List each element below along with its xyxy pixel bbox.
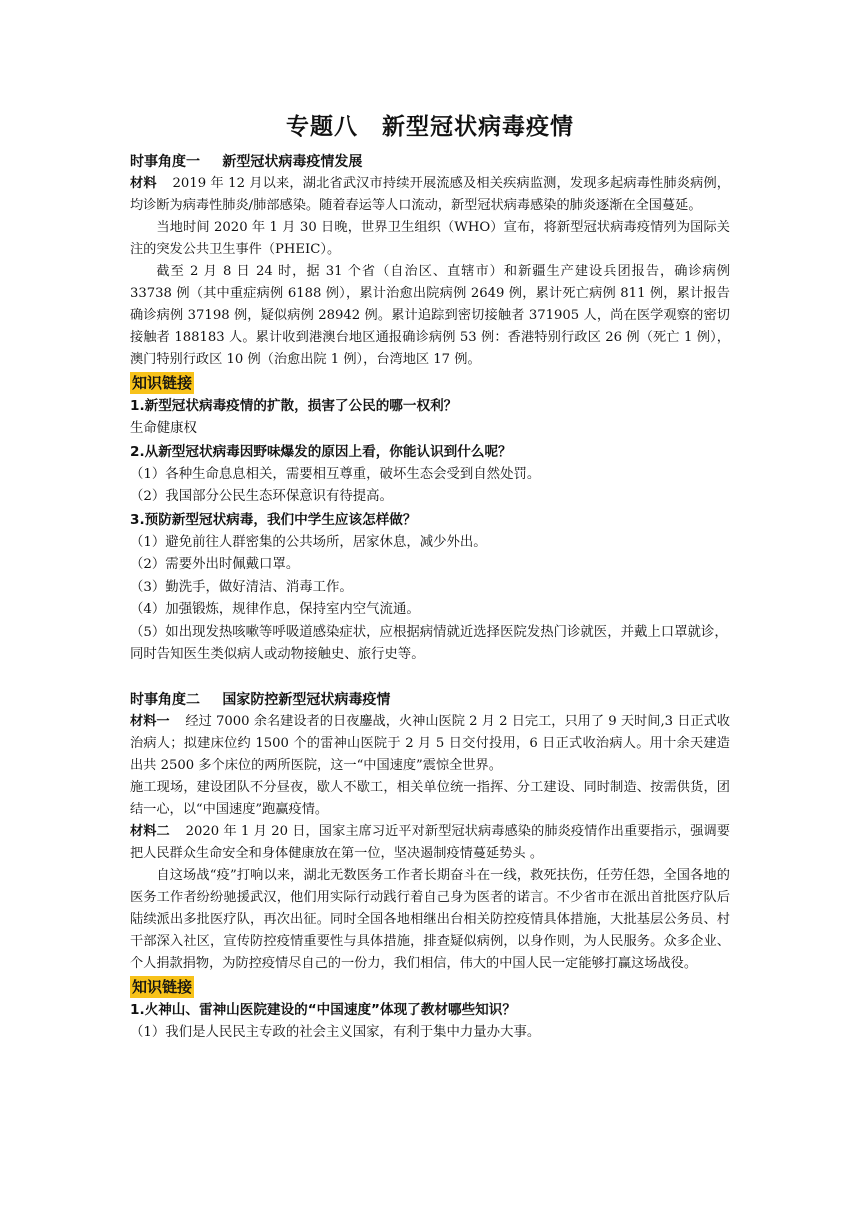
question-1: 1.新型冠状病毒疫情的扩散，损害了公民的哪一权利？ xyxy=(130,398,458,414)
section-1-heading-text: 新型冠状病毒疫情发展 xyxy=(222,154,363,170)
answer-3-item: （3）勤洗手，做好清洁、消毒工作。 xyxy=(130,579,353,595)
question-3: 3.预防新型冠状病毒，我们中学生应该怎样做？ xyxy=(130,511,417,528)
answer-2-item: （2）我国部分公民生态环保意识有待提高。 xyxy=(130,489,393,504)
question-2-1: 1.火神山、雷神山医院建设的“中国速度”体现了教材哪些知识？ xyxy=(130,1001,516,1018)
answer-2-1-item: （1）我们是人民民主专政的社会主义国家，有利于集中力量办大事。 xyxy=(130,1024,541,1040)
section-2-heading-text: 国家防控新型冠状病毒疫情 xyxy=(222,691,391,708)
section-2-heading xyxy=(130,689,730,711)
section-1-material-p2: 当地时间 2020 年 1 月 30 日晚，世界卫生组织（WHO）宣布，将新型冠状病毒疫情列为国际关注的突发公共卫生事件（PHEIC）。 xyxy=(130,220,730,257)
answer-3-item: （1）避免前往人群密集的公共场所，居家休息，减少外出。 xyxy=(130,534,487,550)
answer-3-item: （4）加强锻炼，规律作息，保持室内空气流通。 xyxy=(130,602,420,617)
section-2-material-2-p2: 自这场战“疫”打响以来，湖北无数医务工作者长期奋斗在一线，救死扶伤，任劳任怨，全国各地的医务工作者纷纷驰援武汉，他们用实际行动践行着自己身为医者的诺言。不少省市在派出首批医疗队后陆续派出多批医疗队，再次出征。同时全国各地相继出台相关防控疫情具体措施，大批基层公务员、村干部深入社区，宣传防控疫情重要性与具体措施，排查疑似病例，以身作则，为人民服务。众多企业、个人捐款捐物，为防控疫情尽自己的一份力，我们相信，伟大的中国人民一定能够打赢这场战役。 xyxy=(130,867,730,971)
section-2-material-2-p1: 材料二 2020 年 1 月 20 日，国家主席习近平对新型冠状病毒感染的肺炎疫情作出重要指示，强调要把人民群众生命安全和身体健康放在第一位，坚决遏制疫情蔓延势头 。 xyxy=(130,823,730,861)
material-2-label: 材料二 xyxy=(130,823,170,839)
section-2-label: 时事角度二 xyxy=(130,691,200,708)
section-1-label: 时事角度一 xyxy=(130,154,200,170)
answer-3-item: （2）需要外出时佩戴口罩。 xyxy=(130,557,300,572)
answer-2-item: （1）各种生命息息相关，需要相互尊重，破坏生态会受到自然处罚。 xyxy=(130,466,541,482)
material-1-label: 材料一 xyxy=(130,713,170,729)
material-label: 材料 xyxy=(130,176,157,191)
knowledge-link-tag: 知识链接 xyxy=(132,374,193,392)
answer-3-item: （5）如出现发热咳嗽等呼吸道感染症状，应根据病情就近选择医院发热门诊就医，并戴上口罩就诊，同时告知医生类似病人或动物接触史、旅行史等。 xyxy=(130,624,728,662)
answer-1: 生命健康权 xyxy=(130,421,197,436)
section-2-material-1-p1: 材料一 经过 7000 余名建设者的日夜鏖战，火神山医院 2 月 2 日完工，只用了 9 天时间,3 日正式收治病人；拟建床位约 1500 个的雷神山医院于 2 月 5 日交付投用，6 日正式收治病人。用十余天建造出共 2500 多个床位的两所医院，这一“中国速度”震惊全世界。 xyxy=(130,713,730,773)
page-title: 专题八 新型冠状病毒疫情 xyxy=(286,114,574,140)
question-2: 2.从新型冠状病毒因野味爆发的原因上看，你能认识到什么呢？ xyxy=(130,443,512,460)
section-2-material-1-p2: 施工现场，建设团队不分昼夜，歇人不歇工，相关单位统一指挥、分工建设、同时制造、按需供货，团结一心，以“中国速度”跑赢疫情。 xyxy=(130,779,730,817)
knowledge-link-tag-2: 知识链接 xyxy=(132,977,193,996)
section-1-material-p1: 材料 2019 年 12 月以来，湖北省武汉市持续开展流感及相关疾病监测，发现多起病毒性肺炎病例，均诊断为病毒性肺炎/肺部感染。随着春运等人口流动，新型冠状病毒感染的肺炎逐渐在全国蔓延。 xyxy=(130,176,730,213)
section-1-material-p3: 截至 2 月 8 日 24 时，据 31 个省（自治区、直辖市）和新疆生产建设兵团报告，确诊病例 33738 例（其中重症病例 6188 例），累计治愈出院病例 2649 例，累计死亡病例 811 例，累计报告确诊病例 37198 例，疑似病例 28942 例。累计追踪到密切接触者 371905 人，尚在医学观察的密切接触者 188183 人。累计收到港澳台地区通报确诊病例 53 例：香港特别行政区 26 例（死亡 1 例），澳门特别行政区 10 例（治愈出院 1 例），台湾地区 17 例。 xyxy=(130,264,730,367)
document-page xyxy=(130,108,730,1044)
section-1-heading xyxy=(130,151,730,173)
